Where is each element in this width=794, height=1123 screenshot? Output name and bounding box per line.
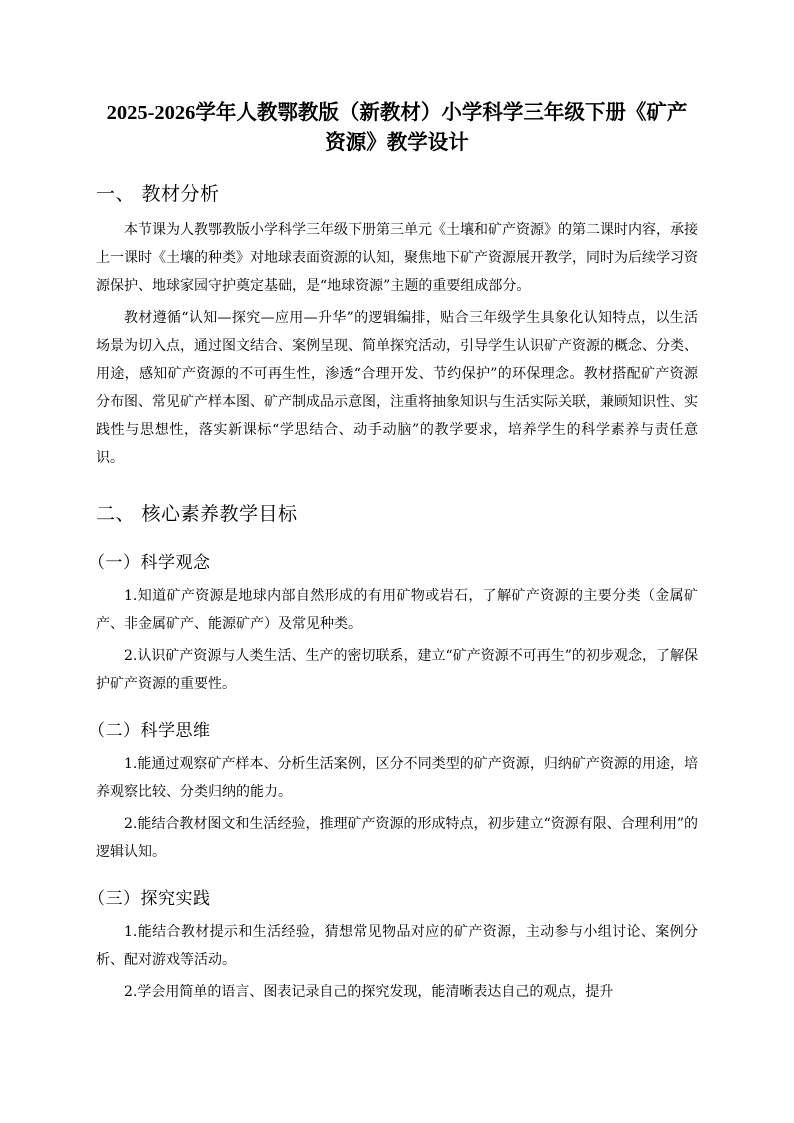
subsection-heading: （二）科学思维 <box>88 721 211 741</box>
subsection-heading: （三）探究实践 <box>88 889 211 909</box>
paragraph: 2.能结合教材图文和生活经验，推理矿产资源的形成特点，初步建立“资源有限、合理利用”的逻辑认知。 <box>96 816 698 860</box>
paragraph: 1.能通过观察矿产样本、分析生活案例，区分不同类型的矿产资源，归纳矿产资源的用途，培养观察比较、分类归纳的能力。 <box>96 756 698 800</box>
paragraph: 2.认识矿产资源与人类生活、生产的密切联系，建立“矿产资源不可再生”的初步观念，了解保护矿产资源的重要性。 <box>96 648 698 692</box>
paragraph: 本节课为人教鄂教版小学科学三年级下册第三单元《土壤和矿产资源》的第二课时内容，承接上一课时《土壤的种类》对地球表面资源的认知，聚焦地下矿产资源展开教学，同时为后续学习资源保护、地球家园守护奠定基础，是“地球资源”主题的重要组成部分。 <box>96 222 698 294</box>
section-textbook-analysis <box>96 180 698 472</box>
subsection-scientific-thinking <box>88 718 698 866</box>
paragraph: 1.知道矿产资源是地球内部自然形成的有用矿物或岩石，了解矿产资源的主要分类（金属矿产、非金属矿产、能源矿产）及常见种类。 <box>96 588 698 632</box>
section-heading: 二、 核心素养教学目标 <box>96 503 298 525</box>
paragraph: 教材遵循“认知—探究—应用—升华”的逻辑编排，贴合三年级学生具象化认知特点，以生活场景为切入点，通过图文结合、案例呈现、简单探究活动，引导学生认识矿产资源的概念、分类、用途，感知矿产资源的不可再生性，渗透“合理开发、节约保护”的环保理念。教材搭配矿产资源分布图、常见矿产样本图、矿产制成品示意图，注重将抽象知识与生活实际关联，兼顾知识性、实践性与思想性，落实新课标“学思结合、动手动脑”的教学要求，培养学生的科学素养与责任意识。 <box>96 310 698 466</box>
subsection-inquiry-practice <box>88 886 698 1006</box>
subsection-heading: （一）科学观念 <box>88 553 211 573</box>
paragraph: 2.学会用简单的语言、图表记录自己的探究发现，能清晰表达自己的观点，提升 <box>124 984 614 1000</box>
paragraph: 1.能结合教材提示和生活经验，猜想常见物品对应的矿产资源，主动参与小组讨论、案例分析、配对游戏等活动。 <box>96 924 698 968</box>
document-title: 2025-2026学年人教鄂教版（新教材）小学科学三年级下册《矿产资源》教学设计 <box>106 102 688 154</box>
section-heading: 一、 教材分析 <box>96 183 220 205</box>
section-core-literacy-goals <box>88 500 698 1006</box>
subsection-scientific-concepts <box>88 550 698 698</box>
